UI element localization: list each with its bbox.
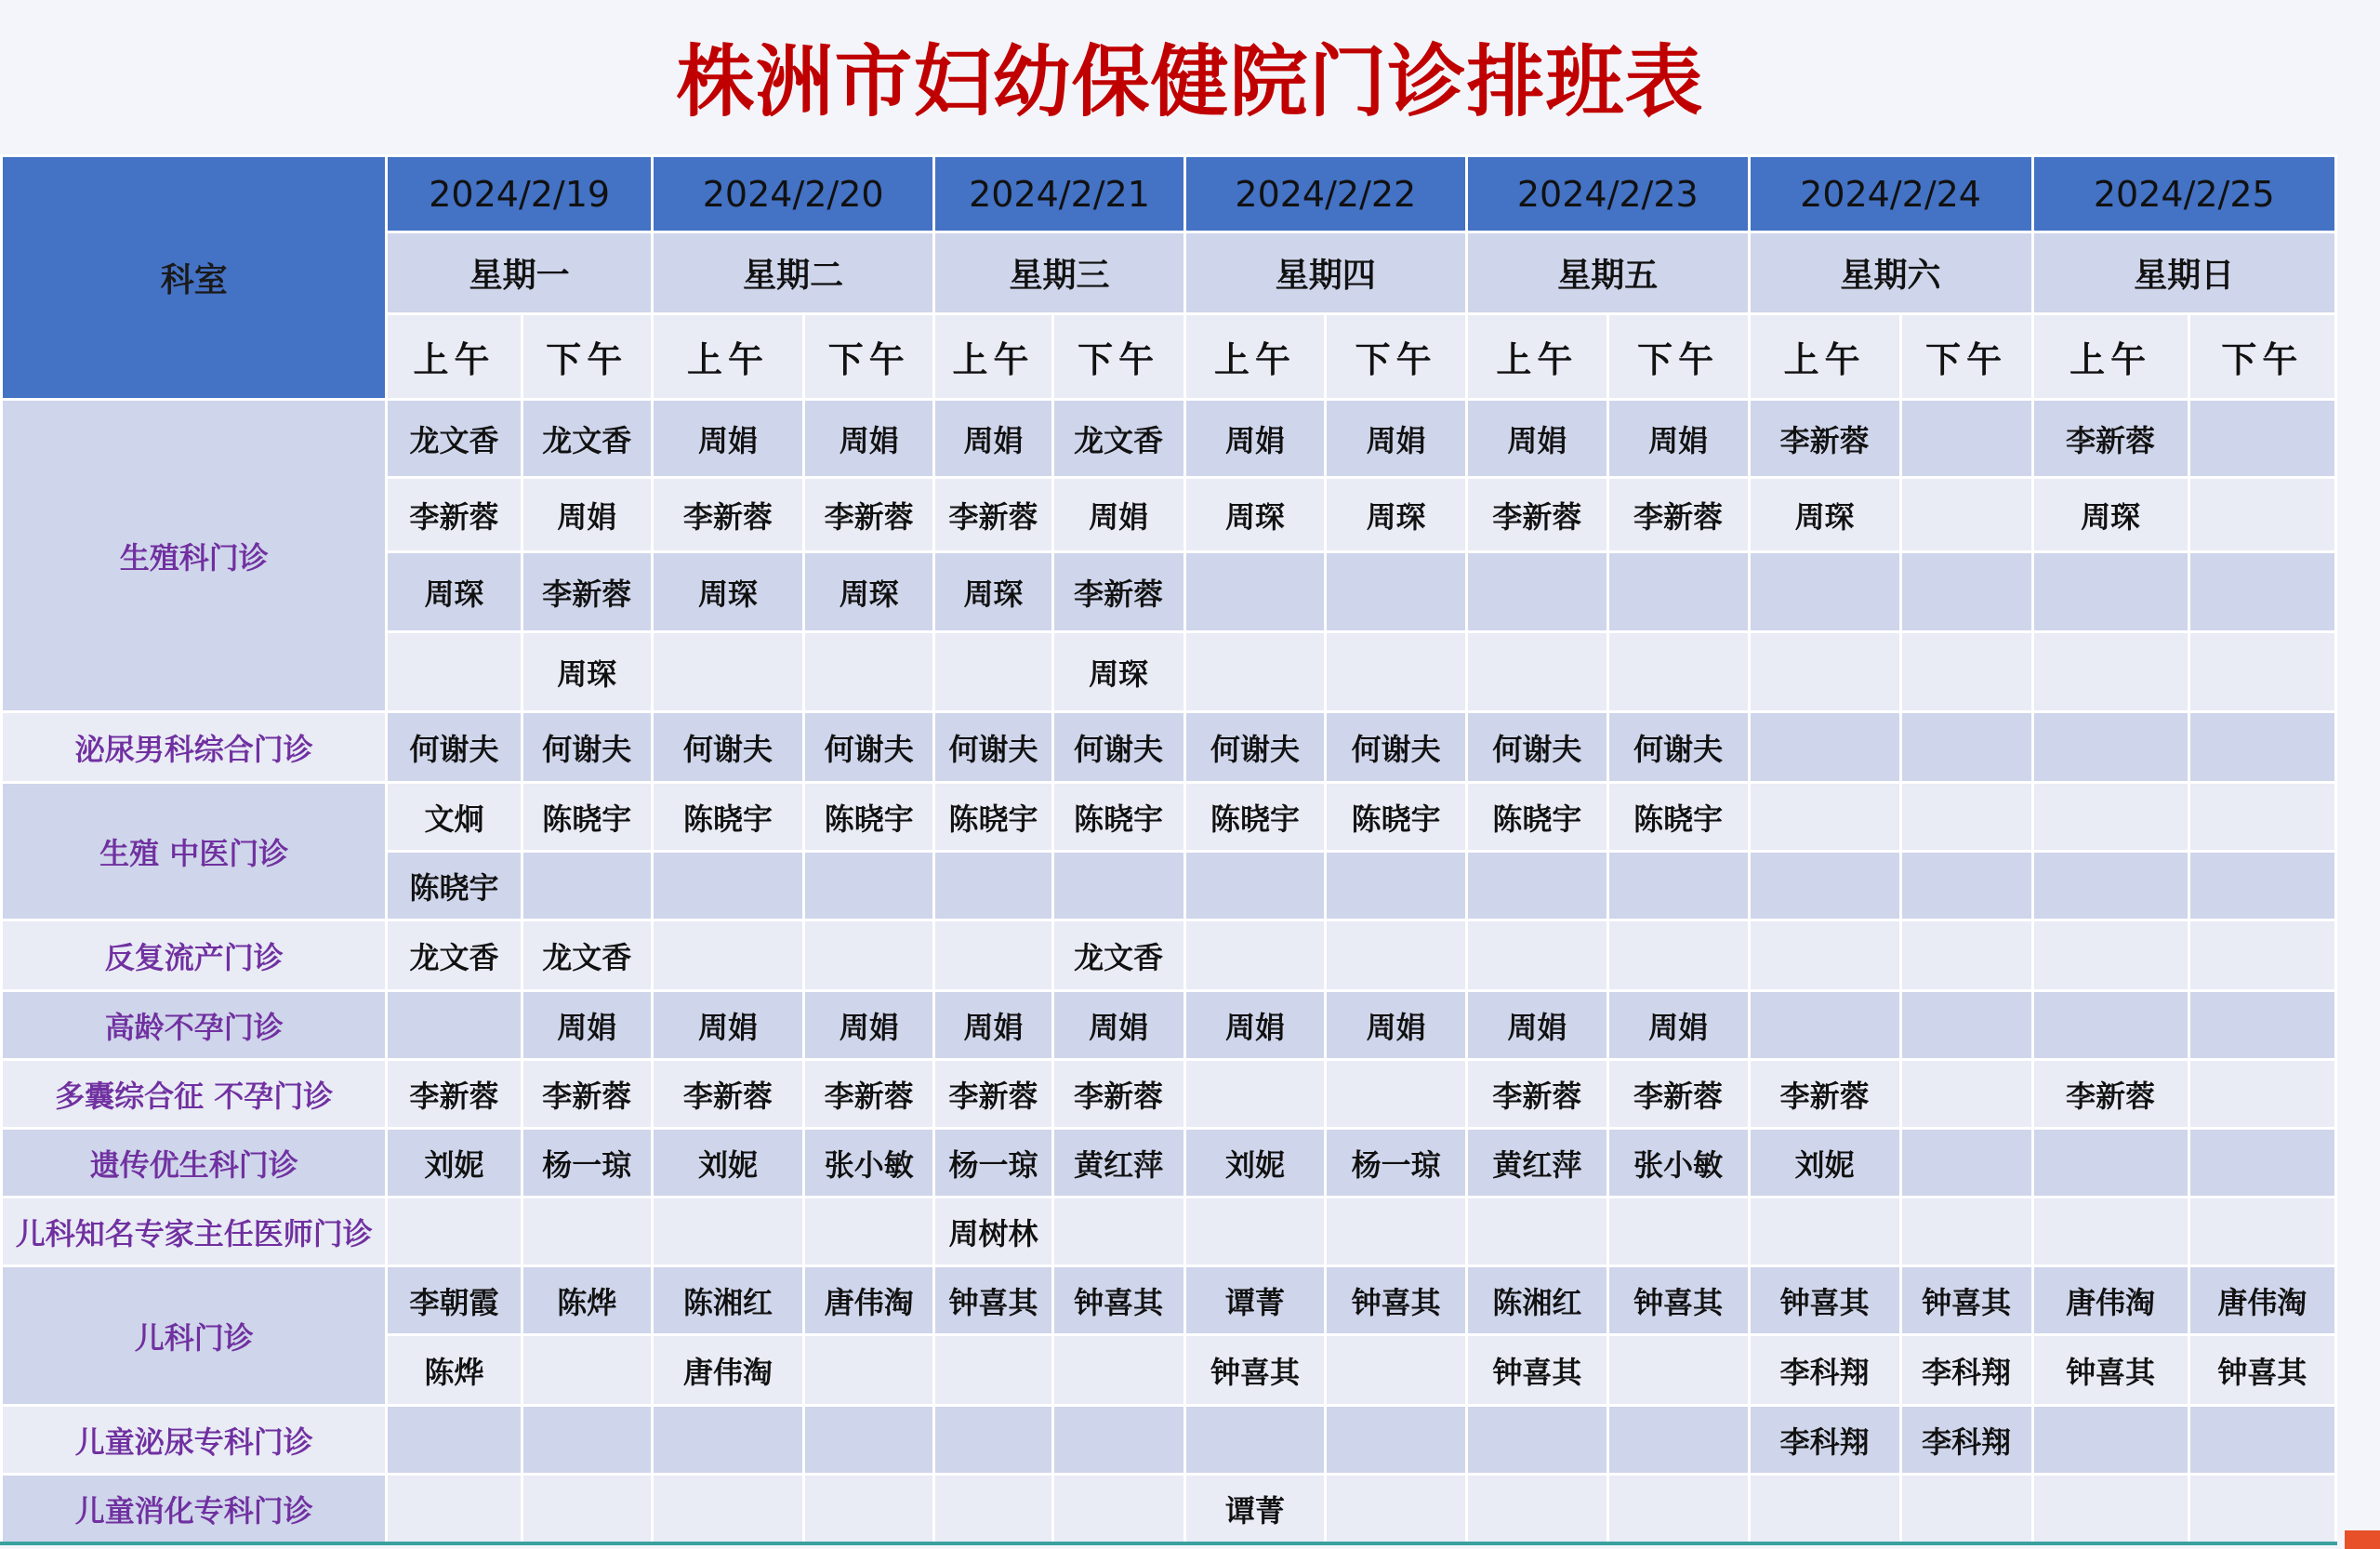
schedule-cell: 唐伟淘 <box>2032 1266 2188 1335</box>
schedule-cell <box>1749 991 1900 1060</box>
schedule-cell: 钟喜其 <box>2032 1335 2188 1406</box>
table-row <box>2 1475 2336 1543</box>
schedule-cell: 周娟 <box>522 478 652 552</box>
schedule-cell: 周娟 <box>1184 991 1326 1060</box>
schedule-cell: 周娟 <box>804 991 934 1060</box>
schedule-cell <box>1607 852 1749 920</box>
schedule-cell <box>1607 920 1749 991</box>
schedule-cell <box>522 1198 652 1266</box>
schedule-cell <box>522 1406 652 1475</box>
weekday-header: 星期六 <box>1749 232 2032 314</box>
schedule-cell: 周琛 <box>387 552 522 632</box>
schedule-cell <box>1749 920 1900 991</box>
schedule-cell: 陈晓宇 <box>804 783 934 852</box>
table-row <box>2 400 2336 478</box>
schedule-cell: 李新蓉 <box>1467 1060 1608 1129</box>
schedule-cell: 周娟 <box>1326 400 1467 478</box>
schedule-cell: 陈晓宇 <box>522 783 652 852</box>
schedule-cell: 张小敏 <box>804 1129 934 1198</box>
schedule-cell: 陈晓宇 <box>934 783 1052 852</box>
table-row <box>2 1266 2336 1335</box>
schedule-cell: 龙文香 <box>387 400 522 478</box>
schedule-cell <box>1052 1406 1184 1475</box>
schedule-cell <box>804 852 934 920</box>
schedule-cell: 钟喜其 <box>1749 1266 1900 1335</box>
schedule-cell <box>2032 1198 2188 1266</box>
morning-header: 上午 <box>2032 314 2188 400</box>
schedule-cell: 唐伟淘 <box>804 1266 934 1335</box>
schedule-cell: 钟喜其 <box>1184 1335 1326 1406</box>
schedule-cell <box>2032 783 2188 852</box>
schedule-cell <box>387 991 522 1060</box>
schedule-cell: 周琛 <box>1184 478 1326 552</box>
schedule-cell: 李新蓉 <box>934 478 1052 552</box>
schedule-cell: 周娟 <box>1326 991 1467 1060</box>
schedule-cell: 龙文香 <box>1052 920 1184 991</box>
schedule-cell <box>1607 632 1749 712</box>
dept-name: 泌尿男科综合门诊 <box>2 712 387 783</box>
schedule-cell: 刘妮 <box>1184 1129 1326 1198</box>
table-row <box>2 1060 2336 1129</box>
date-header: 2024/2/22 <box>1184 156 1466 232</box>
schedule-cell <box>2188 400 2335 478</box>
schedule-cell: 李新蓉 <box>1607 478 1749 552</box>
schedule-cell: 黄红萍 <box>1467 1129 1608 1198</box>
schedule-cell <box>2188 852 2335 920</box>
schedule-cell: 陈湘红 <box>1467 1266 1608 1335</box>
schedule-cell <box>1607 1406 1749 1475</box>
schedule-cell <box>652 1406 803 1475</box>
schedule-cell <box>1900 1198 2032 1266</box>
schedule-cell: 陈晓宇 <box>1326 783 1467 852</box>
dept-name: 儿科知名专家主任医师门诊 <box>2 1198 387 1266</box>
date-header-row <box>2 156 2336 232</box>
schedule-cell <box>934 1475 1052 1543</box>
schedule-cell: 李新蓉 <box>1607 1060 1749 1129</box>
schedule-cell: 周琛 <box>1326 478 1467 552</box>
schedule-cell: 李新蓉 <box>804 478 934 552</box>
schedule-cell <box>1467 1406 1608 1475</box>
schedule-cell: 周娟 <box>1052 478 1184 552</box>
weekday-header: 星期五 <box>1467 232 1749 314</box>
schedule-cell: 周琛 <box>652 552 803 632</box>
dept-header: 科室 <box>2 156 387 400</box>
schedule-cell <box>1326 1060 1467 1129</box>
schedule-cell <box>1326 1335 1467 1406</box>
schedule-cell: 何谢夫 <box>1052 712 1184 783</box>
schedule-cell <box>522 1335 652 1406</box>
schedule-cell: 周娟 <box>1607 991 1749 1060</box>
date-header: 2024/2/20 <box>652 156 933 232</box>
schedule-cell <box>1184 632 1326 712</box>
schedule-cell <box>1900 400 2032 478</box>
schedule-cell <box>1749 632 1900 712</box>
morning-header: 上午 <box>1467 314 1608 400</box>
schedule-cell: 杨一琼 <box>522 1129 652 1198</box>
schedule-cell <box>1900 1060 2032 1129</box>
schedule-cell <box>1467 852 1608 920</box>
schedule-cell <box>2188 552 2335 632</box>
schedule-cell <box>522 852 652 920</box>
schedule-cell <box>1184 852 1326 920</box>
morning-header: 上午 <box>934 314 1052 400</box>
schedule-cell: 文炯 <box>387 783 522 852</box>
schedule-cell: 李新蓉 <box>1749 400 1900 478</box>
schedule-cell <box>2032 1406 2188 1475</box>
dept-name: 遗传优生科门诊 <box>2 1129 387 1198</box>
afternoon-header: 下午 <box>1052 314 1184 400</box>
schedule-cell: 李新蓉 <box>1749 1060 1900 1129</box>
schedule-cell <box>387 1198 522 1266</box>
schedule-cell <box>1326 552 1467 632</box>
schedule-cell: 何谢夫 <box>1184 712 1326 783</box>
schedule-table <box>0 154 2337 1544</box>
schedule-cell <box>1184 1060 1326 1129</box>
schedule-cell: 周娟 <box>522 991 652 1060</box>
table-row <box>2 920 2336 991</box>
schedule-cell <box>2188 1060 2335 1129</box>
schedule-cell <box>1749 712 1900 783</box>
schedule-cell <box>2032 632 2188 712</box>
schedule-cell: 李新蓉 <box>804 1060 934 1129</box>
schedule-cell: 何谢夫 <box>1607 712 1749 783</box>
schedule-cell <box>2188 1129 2335 1198</box>
morning-header: 上午 <box>652 314 803 400</box>
weekday-header: 星期四 <box>1184 232 1466 314</box>
schedule-cell: 李新蓉 <box>652 478 803 552</box>
schedule-cell <box>2032 852 2188 920</box>
dept-name: 多囊综合征 不孕门诊 <box>2 1060 387 1129</box>
schedule-cell: 黄红萍 <box>1052 1129 1184 1198</box>
schedule-cell: 钟喜其 <box>1326 1266 1467 1335</box>
schedule-cell <box>1607 1198 1749 1266</box>
schedule-cell: 杨一琼 <box>1326 1129 1467 1198</box>
schedule-cell <box>934 920 1052 991</box>
schedule-cell <box>2032 991 2188 1060</box>
schedule-cell: 李新蓉 <box>1467 478 1608 552</box>
schedule-cell <box>1749 852 1900 920</box>
schedule-cell <box>934 852 1052 920</box>
schedule-cell <box>387 632 522 712</box>
table-row <box>2 1129 2336 1198</box>
schedule-cell: 周娟 <box>1184 400 1326 478</box>
dept-name: 反复流产门诊 <box>2 920 387 991</box>
schedule-cell: 陈晓宇 <box>1467 783 1608 852</box>
schedule-cell: 钟喜其 <box>1467 1335 1608 1406</box>
schedule-cell: 李新蓉 <box>387 478 522 552</box>
schedule-cell <box>1184 1406 1326 1475</box>
schedule-cell: 周娟 <box>652 400 803 478</box>
schedule-cell <box>1184 1198 1326 1266</box>
schedule-cell <box>1900 991 2032 1060</box>
schedule-cell: 何谢夫 <box>387 712 522 783</box>
schedule-cell <box>1900 852 2032 920</box>
schedule-cell <box>387 1475 522 1543</box>
schedule-cell: 刘妮 <box>1749 1129 1900 1198</box>
schedule-cell <box>804 632 934 712</box>
schedule-cell: 何谢夫 <box>804 712 934 783</box>
schedule-cell: 唐伟淘 <box>2188 1266 2335 1335</box>
schedule-cell: 刘妮 <box>652 1129 803 1198</box>
schedule-cell <box>2188 478 2335 552</box>
schedule-cell: 周娟 <box>1467 991 1608 1060</box>
schedule-cell <box>1326 920 1467 991</box>
morning-header: 上午 <box>1749 314 1900 400</box>
schedule-cell <box>1749 1198 1900 1266</box>
weekday-header: 星期三 <box>934 232 1184 314</box>
schedule-cell: 李新蓉 <box>387 1060 522 1129</box>
schedule-cell: 陈烨 <box>522 1266 652 1335</box>
schedule-cell: 陈晓宇 <box>1052 783 1184 852</box>
bottom-divider <box>0 1542 2337 1545</box>
schedule-cell <box>1052 1198 1184 1266</box>
dept-name: 生殖科门诊 <box>2 400 387 712</box>
schedule-cell <box>1900 783 2032 852</box>
schedule-cell: 钟喜其 <box>2188 1335 2335 1406</box>
date-header: 2024/2/21 <box>934 156 1184 232</box>
schedule-cell: 李科翔 <box>1900 1335 2032 1406</box>
schedule-cell <box>2188 1475 2335 1543</box>
schedule-cell <box>1184 920 1326 991</box>
schedule-cell <box>804 1335 934 1406</box>
schedule-cell <box>2032 1475 2188 1543</box>
schedule-cell: 李新蓉 <box>1052 1060 1184 1129</box>
afternoon-header: 下午 <box>1607 314 1749 400</box>
table-row <box>2 1198 2336 1266</box>
schedule-cell: 李朝霞 <box>387 1266 522 1335</box>
schedule-cell: 李新蓉 <box>1052 552 1184 632</box>
schedule-cell: 龙文香 <box>1052 400 1184 478</box>
weekday-header: 星期一 <box>387 232 653 314</box>
schedule-cell: 谭菁 <box>1184 1475 1326 1543</box>
table-row <box>2 991 2336 1060</box>
schedule-cell <box>804 1198 934 1266</box>
schedule-cell: 谭菁 <box>1184 1266 1326 1335</box>
date-header: 2024/2/19 <box>387 156 653 232</box>
schedule-cell: 钟喜其 <box>1607 1266 1749 1335</box>
schedule-cell: 龙文香 <box>387 920 522 991</box>
dept-name: 高龄不孕门诊 <box>2 991 387 1060</box>
schedule-cell: 李新蓉 <box>652 1060 803 1129</box>
afternoon-header: 下午 <box>804 314 934 400</box>
schedule-cell <box>1326 1198 1467 1266</box>
schedule-cell: 周娟 <box>652 991 803 1060</box>
date-header: 2024/2/23 <box>1467 156 1749 232</box>
schedule-cell <box>934 1406 1052 1475</box>
schedule-cell <box>652 852 803 920</box>
schedule-cell: 周琛 <box>804 552 934 632</box>
schedule-cell: 张小敏 <box>1607 1129 1749 1198</box>
schedule-cell <box>1467 920 1608 991</box>
schedule-cell <box>1184 552 1326 632</box>
schedule-cell: 李新蓉 <box>934 1060 1052 1129</box>
schedule-cell <box>934 632 1052 712</box>
schedule-cell <box>2188 920 2335 991</box>
schedule-cell: 周娟 <box>934 400 1052 478</box>
schedule-cell: 陈烨 <box>387 1335 522 1406</box>
schedule-cell: 李新蓉 <box>2032 1060 2188 1129</box>
schedule-cell: 龙文香 <box>522 400 652 478</box>
schedule-cell: 李科翔 <box>1749 1335 1900 1406</box>
schedule-cell <box>804 1475 934 1543</box>
schedule-cell: 李科翔 <box>1900 1406 2032 1475</box>
schedule-cell: 周娟 <box>1052 991 1184 1060</box>
schedule-cell <box>2188 632 2335 712</box>
schedule-cell: 钟喜其 <box>1900 1266 2032 1335</box>
schedule-cell <box>652 1198 803 1266</box>
schedule-cell: 杨一琼 <box>934 1129 1052 1198</box>
schedule-cell <box>1749 783 1900 852</box>
schedule-cell: 陈晓宇 <box>1607 783 1749 852</box>
schedule-cell <box>1900 632 2032 712</box>
schedule-cell <box>2188 1198 2335 1266</box>
schedule-cell: 何谢夫 <box>1326 712 1467 783</box>
schedule-cell <box>1052 852 1184 920</box>
schedule-cell: 何谢夫 <box>652 712 803 783</box>
schedule-cell <box>387 1406 522 1475</box>
schedule-cell <box>1900 1475 2032 1543</box>
schedule-cell <box>1467 552 1608 632</box>
schedule-cell: 周琛 <box>934 552 1052 632</box>
schedule-cell: 李新蓉 <box>522 552 652 632</box>
date-header: 2024/2/25 <box>2032 156 2335 232</box>
schedule-cell: 李新蓉 <box>2032 400 2188 478</box>
schedule-cell: 陈晓宇 <box>387 852 522 920</box>
schedule-cell <box>652 1475 803 1543</box>
schedule-cell: 周琛 <box>1052 632 1184 712</box>
schedule-cell <box>1900 552 2032 632</box>
schedule-cell <box>2032 712 2188 783</box>
date-header: 2024/2/24 <box>1749 156 2032 232</box>
schedule-cell: 何谢夫 <box>1467 712 1608 783</box>
schedule-cell: 刘妮 <box>387 1129 522 1198</box>
schedule-cell: 周娟 <box>1467 400 1608 478</box>
schedule-cell <box>1052 1475 1184 1543</box>
schedule-cell: 陈晓宇 <box>1184 783 1326 852</box>
dept-name: 儿童泌尿专科门诊 <box>2 1406 387 1475</box>
schedule-cell: 李科翔 <box>1749 1406 1900 1475</box>
schedule-cell <box>2032 1129 2188 1198</box>
schedule-cell <box>522 1475 652 1543</box>
schedule-cell <box>1467 1475 1608 1543</box>
schedule-cell <box>652 920 803 991</box>
schedule-cell <box>1467 1198 1608 1266</box>
schedule-header <box>2 156 2336 400</box>
table-row <box>2 783 2336 852</box>
schedule-cell <box>804 1406 934 1475</box>
weekday-header: 星期日 <box>2032 232 2335 314</box>
schedule-cell: 周娟 <box>804 400 934 478</box>
schedule-cell: 周树林 <box>934 1198 1052 1266</box>
schedule-cell: 何谢夫 <box>934 712 1052 783</box>
schedule-cell: 陈晓宇 <box>652 783 803 852</box>
table-row <box>2 1406 2336 1475</box>
schedule-cell: 钟喜其 <box>1052 1266 1184 1335</box>
schedule-cell <box>1326 632 1467 712</box>
schedule-cell: 钟喜其 <box>934 1266 1052 1335</box>
schedule-cell: 周琛 <box>522 632 652 712</box>
schedule-body <box>2 400 2336 1543</box>
afternoon-header: 下午 <box>1326 314 1467 400</box>
schedule-cell: 周娟 <box>934 991 1052 1060</box>
weekday-header: 星期二 <box>652 232 933 314</box>
schedule-cell <box>1749 1475 1900 1543</box>
schedule-cell <box>2032 552 2188 632</box>
schedule-cell <box>1326 852 1467 920</box>
schedule-cell <box>2188 1406 2335 1475</box>
schedule-cell <box>1467 632 1608 712</box>
schedule-cell: 周琛 <box>2032 478 2188 552</box>
schedule-cell <box>1607 1335 1749 1406</box>
schedule-cell <box>934 1335 1052 1406</box>
schedule-cell <box>1900 478 2032 552</box>
corner-accent <box>2345 1530 2380 1549</box>
schedule-cell <box>804 920 934 991</box>
schedule-cell <box>652 632 803 712</box>
schedule-cell <box>1607 552 1749 632</box>
page-title: 株洲市妇幼保健院门诊排班表 <box>676 36 1704 127</box>
schedule-cell: 陈湘红 <box>652 1266 803 1335</box>
dept-name: 儿科门诊 <box>2 1266 387 1406</box>
schedule-cell <box>2188 712 2335 783</box>
schedule-cell: 李新蓉 <box>522 1060 652 1129</box>
schedule-cell: 何谢夫 <box>522 712 652 783</box>
dept-name: 生殖 中医门诊 <box>2 783 387 920</box>
schedule-cell: 龙文香 <box>522 920 652 991</box>
schedule-cell: 唐伟淘 <box>652 1335 803 1406</box>
afternoon-header: 下午 <box>522 314 652 400</box>
schedule-cell <box>1052 1335 1184 1406</box>
afternoon-header: 下午 <box>2188 314 2335 400</box>
schedule-cell: 周琛 <box>1749 478 1900 552</box>
table-row <box>2 712 2336 783</box>
morning-header: 上午 <box>1184 314 1326 400</box>
schedule-cell <box>1900 712 2032 783</box>
schedule-cell <box>1749 552 1900 632</box>
schedule-cell <box>1900 1129 2032 1198</box>
schedule-cell <box>2188 783 2335 852</box>
schedule-cell <box>1607 1475 1749 1543</box>
schedule-cell <box>1326 1406 1467 1475</box>
dept-name: 儿童消化专科门诊 <box>2 1475 387 1543</box>
schedule-cell <box>2188 991 2335 1060</box>
schedule-cell <box>1900 920 2032 991</box>
morning-header: 上午 <box>387 314 522 400</box>
schedule-cell <box>2032 920 2188 991</box>
afternoon-header: 下午 <box>1900 314 2032 400</box>
schedule-cell <box>1326 1475 1467 1543</box>
schedule-cell: 周娟 <box>1607 400 1749 478</box>
